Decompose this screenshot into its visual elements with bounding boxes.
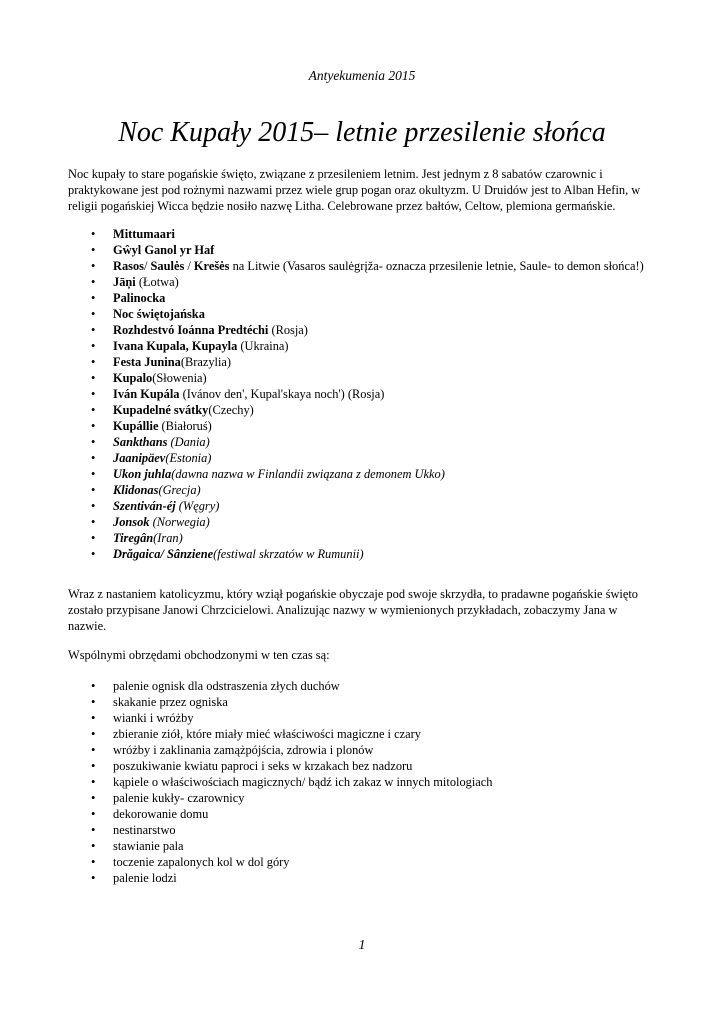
list-item [91,822,651,838]
festival-name: Kupalo [113,371,153,385]
festival-region: (festiwal skrzatów w Rumunii) [213,547,364,561]
list-item [91,870,651,886]
festival-name: Noc świętojańska [113,307,205,321]
bullet-icon: • [91,871,96,885]
bullet-icon: • [91,371,96,385]
list-item [91,258,651,274]
list-item [91,306,651,322]
intro-paragraph: Noc kupały to stare pogańskie święto, związane z przesileniem letnim. Jest jednym z 8 sabatów czarownic i praktykowane jest pod rożnymi nazwami przez wiele grup pogan oraz okultyzm. U Druidów jest to Alban Hefin, w religii pogańskiej Wicca będzie nosiło nazwę Litha. Celebrowane przez bałtów, Celtow, plemiona germańskie. [68,167,641,213]
custom-text: poszukiwanie kwiatu paproci i seks w krzakach bez nadzoru [113,759,413,773]
festival-name: Rasos [113,259,144,273]
festival-region: (Węgry) [175,499,220,513]
festival-name: Rozhdestvó Ioánna Predtéchi [113,323,269,337]
festival-name: Gŵyl Ganol yr Haf [113,243,215,257]
festival-name: Jāņi [113,275,136,289]
festival-name: Ivana Kupala, Kupayla [113,339,238,353]
list-item [91,418,651,434]
custom-text: zbieranie ziół, które miały mieć właściwości magiczne i czary [113,727,421,741]
festival-region: na Litwie (Vasaros saulėgrįža- oznacza przesilenie letnie, Saule- to demon słońca!) [229,259,644,273]
bullet-icon: • [91,531,96,545]
list-item [91,434,651,450]
custom-text: toczenie zapalonych kol w dol góry [113,855,290,869]
list-item [91,466,651,482]
bullet-icon: • [91,355,96,369]
running-header: Antyekumenia 2015 [308,68,416,83]
bullet-icon: • [91,547,96,561]
bullet-icon: • [91,855,96,869]
list-item [91,482,651,498]
festival-region: (Ivánov den', Kupal'skaya noch') (Rosja) [179,387,385,401]
festival-region: (Białoruś) [158,419,212,433]
custom-text: wianki i wróżby [113,711,194,725]
festival-name: Iván Kupála [113,387,180,401]
custom-text: palenie kukły- czarownicy [113,791,245,805]
list-item [91,790,651,806]
custom-text: skakanie przez ogniska [113,695,228,709]
bullet-icon: • [91,759,96,773]
festival-name: Festa Junina [113,355,181,369]
bullet-icon: • [91,243,96,257]
list-item [91,242,651,258]
custom-text: stawianie pala [113,839,184,853]
list-item [91,838,651,854]
bullet-icon: • [91,743,96,757]
bullet-icon: • [91,791,96,805]
list-item [91,322,651,338]
festival-names-list [91,226,651,562]
custom-text: dekorowanie domu [113,807,209,821]
festival-region: (Brazylia) [180,355,232,369]
festival-region: (Norwegia) [149,515,210,529]
bullet-icon: • [91,711,96,725]
festival-region: (Łotwa) [135,275,179,289]
festival-region: (Słowenia) [152,371,207,385]
festival-name: Drăgaica/ Sânziene [113,547,214,561]
bullet-icon: • [91,291,96,305]
festival-name: Palinocka [113,291,166,305]
bullet-icon: • [91,807,96,821]
separator: / [184,259,194,273]
festival-name: Szentiván-éj [113,499,176,513]
rites-intro-paragraph: Wspólnymi obrzędami obchodzonymi w ten czas są: [68,648,330,662]
festival-name: Klidonas [113,483,159,497]
bullet-icon: • [91,307,96,321]
festival-name: Saulės [150,259,185,273]
list-item [91,370,651,386]
catholic-paragraph: Wraz z nastaniem katolicyzmu, który wziął pogańskie obyczaje pod swoje skrzydła, to pradawne pogańskie święto zostało przypisane Janowi Chrzcicielowi. Analizując nazwy w wymienionych przykładach, zobaczymy Jana w nazwie. [68,587,638,633]
bullet-icon: • [91,419,96,433]
page-number: 1 [358,938,366,953]
festival-name: Jaanipäev [113,451,166,465]
list-item [91,854,651,870]
festival-name: Sankthans [113,435,168,449]
festival-name: Kupállie [113,419,159,433]
festival-region: (Iran) [153,531,183,545]
separator: / [143,259,151,273]
festival-region: (Estonia) [165,451,212,465]
list-item [91,678,651,694]
bullet-icon: • [91,775,96,789]
bullet-icon: • [91,839,96,853]
bullet-icon: • [91,695,96,709]
festival-name: Tiregân [113,531,154,545]
festival-region: (Ukraina) [237,339,289,353]
bullet-icon: • [91,435,96,449]
bullet-icon: • [91,259,96,273]
bullet-icon: • [91,499,96,513]
list-item [91,498,651,514]
bullet-icon: • [91,387,96,401]
festival-name: Mittumaari [113,227,175,241]
bullet-icon: • [91,467,96,481]
list-item [91,274,651,290]
bullet-icon: • [91,483,96,497]
festival-region: (Dania) [167,435,210,449]
custom-text: kąpiele o właściwościach magicznych/ bądź ich zakaz w innych mitologiach [113,775,493,789]
custom-text: wróżby i zaklinania zamążpójścia, zdrowia i plonów [113,743,374,757]
bullet-icon: • [91,823,96,837]
page-title: Noc Kupały 2015– letnie przesilenie słońca [118,117,606,148]
bullet-icon: • [91,275,96,289]
list-item [91,402,651,418]
festival-region: (dawna nazwa w Finlandii związana z demonem Ukko) [171,467,445,481]
list-item [91,546,651,562]
festival-name: Kupadelné svátky [113,403,209,417]
list-item [91,450,651,466]
list-item [91,338,651,354]
custom-text: palenie lodzi [113,871,177,885]
list-item [91,758,651,774]
list-item [91,694,651,710]
festival-name: Krešės [193,259,230,273]
bullet-icon: • [91,515,96,529]
bullet-icon: • [91,451,96,465]
list-item [91,726,651,742]
list-item [91,806,651,822]
bullet-icon: • [91,679,96,693]
list-item [91,386,651,402]
festival-region: (Rosja) [268,323,308,337]
list-item [91,226,651,242]
bullet-icon: • [91,403,96,417]
list-item [91,290,651,306]
bullet-icon: • [91,339,96,353]
festival-name: Ukon juhla [113,467,172,481]
bullet-icon: • [91,227,96,241]
list-item [91,354,651,370]
list-item [91,710,651,726]
customs-list [91,678,651,886]
list-item [91,742,651,758]
festival-region: (Czechy) [208,403,254,417]
bullet-icon: • [91,323,96,337]
custom-text: palenie ognisk dla odstraszenia złych duchów [113,679,340,693]
list-item [91,530,651,546]
list-item [91,514,651,530]
festival-region: (Grecja) [158,483,201,497]
festival-name: Jonsok [113,515,150,529]
custom-text: nestinarstwo [113,823,176,837]
bullet-icon: • [91,727,96,741]
list-item [91,774,651,790]
